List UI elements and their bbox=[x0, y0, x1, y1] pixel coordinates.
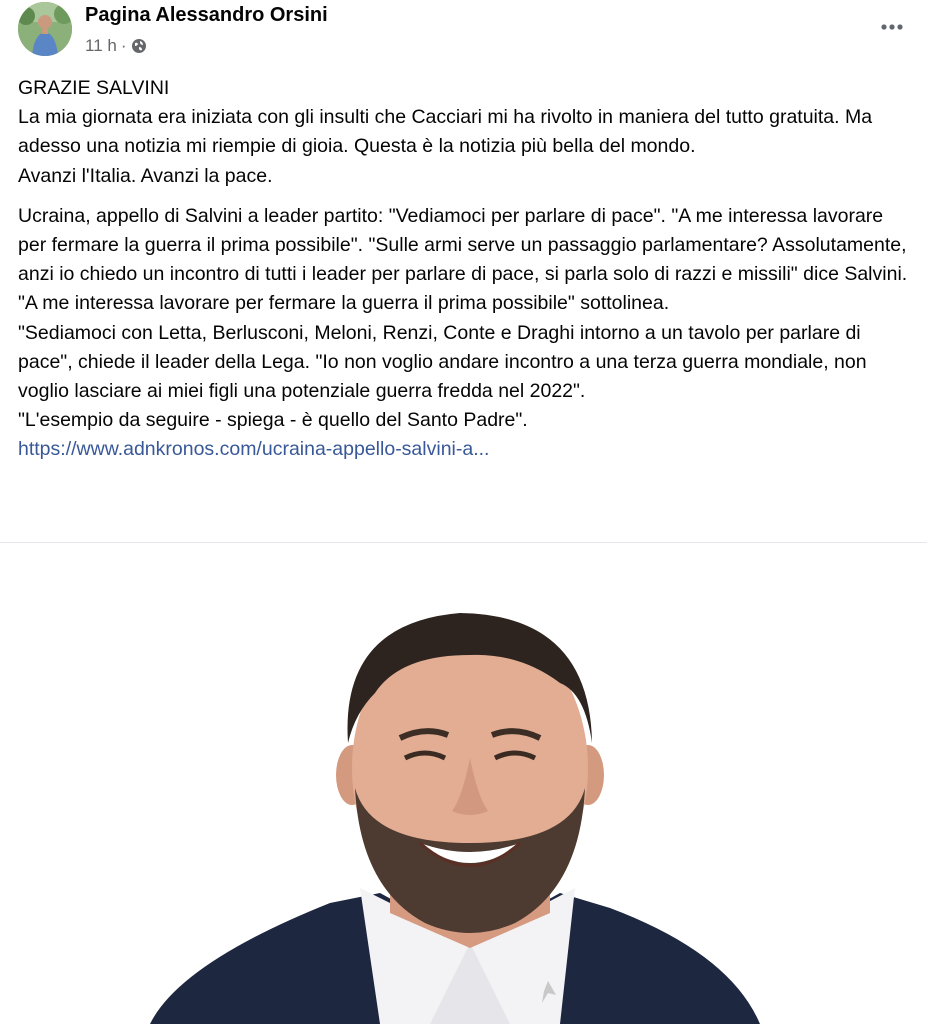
post-paragraph: "Sediamoci con Letta, Berlusconi, Meloni, Renzi, Conte e Draghi intorno a un tavolo per parlare di pace", chiede il leader della Lega. "Io non voglio andare incontro a una terza guerra mondiale, non voglio lasciare ai miei figli una potenziale guerra fredda nel 2022". bbox=[18, 321, 867, 403]
post-header bbox=[0, 0, 927, 70]
post-paragraph: "L'esempio da seguire - spiega - è quello del Santo Padre". bbox=[18, 409, 528, 432]
author-avatar[interactable] bbox=[18, 2, 72, 56]
post-meta bbox=[85, 36, 147, 56]
post-paragraph: La mia giornata era iniziata con gli insulti che Cacciari mi ha rivolto in maniera del tutto gratuita. Ma adesso una notizia mi riempie di gioia. Questa è la notizia più bella del mondo. bbox=[18, 106, 873, 158]
globe-icon[interactable] bbox=[131, 38, 147, 54]
author-name[interactable]: Pagina Alessandro Orsini bbox=[85, 4, 328, 26]
post-heading: GRAZIE SALVINI bbox=[18, 77, 170, 99]
post-photo[interactable] bbox=[0, 543, 927, 1024]
meta-separator: · bbox=[120, 36, 127, 55]
more-options-icon bbox=[880, 18, 904, 36]
more-options-button[interactable] bbox=[876, 14, 908, 40]
post-paragraph: Ucraina, appello di Salvini a leader partito: "Vediamoci per parlare di pace". "A me interessa lavorare per fermare la guerra il prima possibile". "Sulle armi serve un passaggio parlamentare? Assolutamente, anzi io chiedo un incontro di tutti i leader per parlare di pace, si parla solo di razzi e missili" dice Salvini. "A me interessa lavorare per fermare la guerra il prima possibile" sottolinea. bbox=[18, 204, 908, 315]
post-time[interactable]: 11 h bbox=[85, 36, 117, 55]
post-paragraph: Avanzi l'Italia. Avanzi la pace. bbox=[18, 164, 273, 187]
article-link[interactable]: https://www.adnkronos.com/ucraina-appello-salvini-a... bbox=[18, 438, 490, 461]
post-text bbox=[18, 74, 913, 465]
